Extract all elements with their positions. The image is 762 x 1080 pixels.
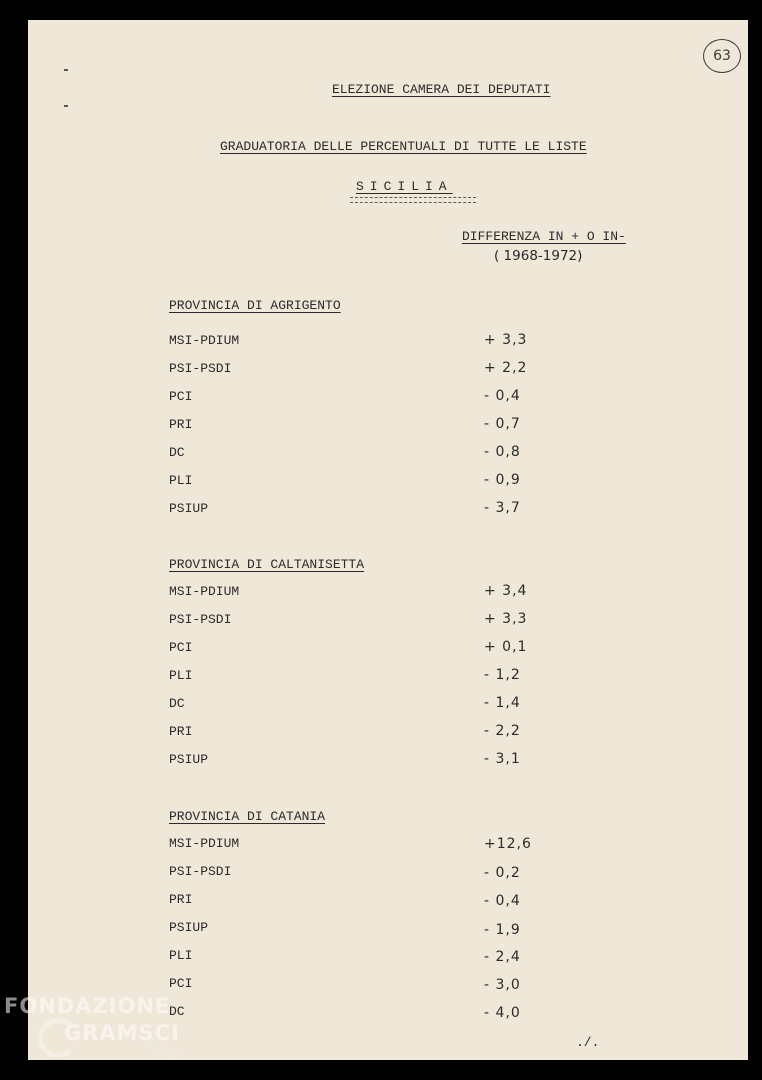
province-heading: PROVINCIA DI AGRIGENTO bbox=[169, 298, 341, 313]
party-label: PCI bbox=[169, 976, 193, 991]
region-double-underline bbox=[350, 197, 476, 203]
watermark-line3: onlus bbox=[155, 1052, 182, 1063]
party-label: PSIUP bbox=[169, 752, 209, 767]
party-value: - 0,9 bbox=[484, 472, 521, 488]
party-label: PSI-PSDI bbox=[169, 864, 232, 879]
party-label: PRI bbox=[169, 892, 193, 907]
party-value: - 0,4 bbox=[484, 388, 521, 404]
party-label: DC bbox=[169, 445, 185, 460]
party-label: PSIUP bbox=[169, 501, 209, 516]
page-number-stamp: 63 bbox=[703, 39, 741, 73]
party-value: - 1,4 bbox=[484, 695, 521, 711]
margin-mark bbox=[64, 105, 68, 107]
party-value: + 0,1 bbox=[484, 639, 528, 655]
document-subtitle: GRADUATORIA DELLE PERCENTUALI DI TUTTE LE LISTE bbox=[220, 139, 587, 154]
column-years: ( 1968-1972) bbox=[494, 248, 583, 264]
party-label: PCI bbox=[169, 389, 193, 404]
party-label: PSI-PSDI bbox=[169, 612, 232, 627]
watermark-line1: FONDAZIONE bbox=[4, 994, 171, 1018]
party-value: - 4,0 bbox=[484, 1005, 521, 1021]
party-value: - 0,2 bbox=[484, 865, 521, 881]
party-label: PRI bbox=[169, 417, 193, 432]
party-label: MSI-PDIUM bbox=[169, 333, 240, 348]
party-value: - 1,9 bbox=[484, 922, 521, 938]
party-value: + 3,4 bbox=[484, 583, 528, 599]
party-value: - 3,7 bbox=[484, 500, 521, 516]
party-label: MSI-PDIUM bbox=[169, 584, 240, 599]
party-label: DC bbox=[169, 1004, 185, 1019]
party-value: - 0,7 bbox=[484, 416, 521, 432]
party-value: + 3,3 bbox=[484, 332, 528, 348]
province-heading: PROVINCIA DI CATANIA bbox=[169, 809, 326, 824]
party-label: PSI-PSDI bbox=[169, 361, 232, 376]
party-label: PSIUP bbox=[169, 920, 209, 935]
party-value: - 3,1 bbox=[484, 751, 521, 767]
region-heading: SICILIA bbox=[356, 179, 453, 194]
margin-mark bbox=[64, 69, 68, 71]
party-value: - 2,4 bbox=[484, 949, 521, 965]
party-value: - 2,2 bbox=[484, 723, 521, 739]
party-value: + 3,3 bbox=[484, 611, 528, 627]
document-page bbox=[28, 20, 748, 1060]
column-header: DIFFERENZA IN + O IN- bbox=[462, 229, 626, 244]
party-value: - 0,8 bbox=[484, 444, 521, 460]
party-label: MSI-PDIUM bbox=[169, 836, 240, 851]
watermark-line2: GRAMSCI bbox=[64, 1021, 180, 1045]
party-value: + 2,2 bbox=[484, 360, 528, 376]
province-heading: PROVINCIA DI CALTANISETTA bbox=[169, 557, 365, 572]
party-label: DC bbox=[169, 696, 185, 711]
party-label: PLI bbox=[169, 948, 193, 963]
party-value: - 1,2 bbox=[484, 667, 521, 683]
party-value: - 3,0 bbox=[484, 977, 521, 993]
document-title: ELEZIONE CAMERA DEI DEPUTATI bbox=[332, 82, 551, 97]
party-value: - 0,4 bbox=[484, 893, 521, 909]
party-label: PLI bbox=[169, 473, 193, 488]
continuation-mark: ./. bbox=[576, 1035, 600, 1050]
party-label: PLI bbox=[169, 668, 193, 683]
party-label: PCI bbox=[169, 640, 193, 655]
party-label: PRI bbox=[169, 724, 193, 739]
party-value: +12,6 bbox=[484, 836, 532, 852]
